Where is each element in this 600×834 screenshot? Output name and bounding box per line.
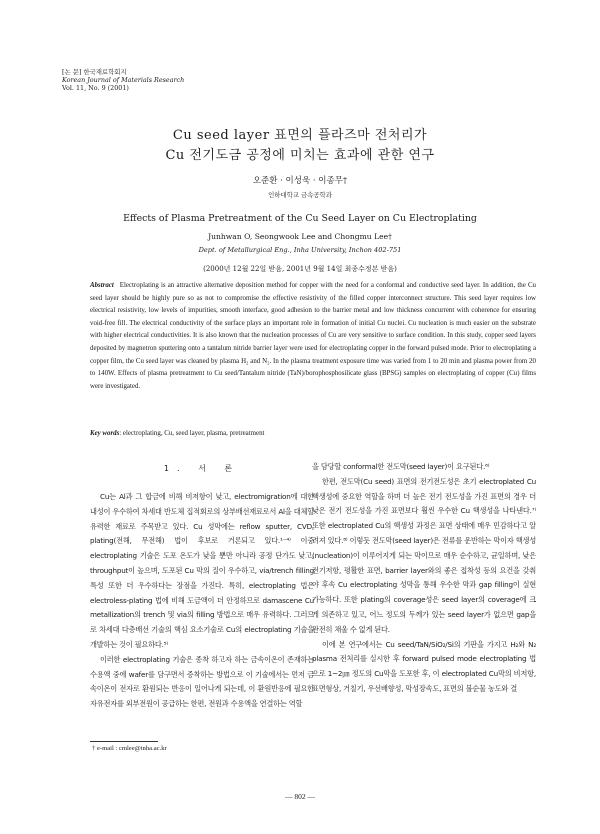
authors-kr: 오준환 · 이성욱 · 이종무† xyxy=(252,176,348,186)
keywords-label: Key words xyxy=(90,430,120,437)
received-dates: (2000년 12월 22일 받음, 2001년 9월 14일 최종수정본 받음) xyxy=(203,265,397,273)
journal-label: [논 문] 한국재료학회지 xyxy=(62,68,127,76)
footnote-divider xyxy=(90,741,158,742)
page-number: — 802 — xyxy=(285,792,315,801)
title-kr-line1: Cu seed layer 표면의 플라즈마 전처리가 xyxy=(172,128,428,143)
abstract-label: Abstract xyxy=(90,282,114,289)
journal-name-en: Korean Journal of Materials Research xyxy=(62,76,185,84)
affiliation-en: Dept. of Metallurgical Eng., Inha University, Inchon 402-751 xyxy=(198,246,402,254)
footnote-email: † e-mail : cmlee@inha.ac.kr xyxy=(92,745,167,752)
paragraph: 한편, 전도막(Cu seed) 표면의 전기전도성은 초기 electroplated Cu 핵생성에 중요한 역할을 하며 더 높은 전기 전도성을 가진 표면의 경우 더 낮은 전기 전도성을 가진 표면보다 훨씬 우수한 Cu 핵생성을 나타낸다.⁷⁾ 또한 electroplated Cu의 핵생성 과정은 표면 상태에 매우 민감하다고 알려져 있다.⁸⁾ 이렇듯 전도막(seed layer)은 전류를 운반하는 막이자 핵생성(nucleation)이 이루어지게 되는 막이므로 매우 순수하고, 균일하며, 낮은 전기저항, 평활한 표면, barrier layer와의 좋은 접착성 등의 요건을 갖춰야 후속 Cu electroplating 성막을 통해 우수한 막과 gap filling이 실현 가능하다. 또한 plating의 coverage성은 seed layer의 coverage에 크게 의존하고 있고, 어느 정도의 두께가 있는 seed layer가 없으면 gap을 완전히 채울 수 없게 된다. xyxy=(312,476,536,634)
section-heading-introduction: 1. 서 론 xyxy=(163,464,241,473)
affiliation-kr: 인하대학교 금속공학과 xyxy=(268,191,332,199)
keywords xyxy=(90,430,536,437)
paragraph: 이에 본 연구에서는 Cu seed/TaN/SiO₂/Si의 기판을 가지고 H₂와 N₂ plasma 전처리를 실시한 후 forward pulsed mode electroplating 법으로 1~2㎛ 정도의 Cu막을 도포한 후, 이 electroplated Cu막의 비저항, 표면형상, 거칠기, 우선배향성, 막성장속도, 표면의 불순물 농도와 결 xyxy=(312,639,536,693)
journal-volume: Vol. 11, No. 9 (2001) xyxy=(62,84,129,92)
left-column xyxy=(90,490,314,712)
title-kr-line2: Cu 전기도금 공정에 미치는 효과에 관한 연구 xyxy=(165,148,435,163)
authors-en: Junhwan O, Seongwook Lee and Chongmu Lee† xyxy=(208,232,392,241)
paragraph: 을 담당할 conformal한 전도막(seed layer)이 요구된다.⁶⁾ xyxy=(312,462,490,471)
abstract-text: Electroplating is an attractive alternative deposition method for copper with the need for a conformal and conductive seed layer. In addition, the Cu seed layer should be highly pure so as not to compromise the effective resistivity of the filled copper interconnect structure. This seed layer requires low electrical resistivity, low levels of impurities, smooth interface, good adhesion to the barrier metal and low thickness concurrent with coherence for ensuring void-free fill. The electrical conductivity of the surface plays an important role in formation of initial Cu nuclei. Cu nucleation is much easier on the substrate with higher electrical conductivities. It is also known that the nucleation processes of Cu are very sensitive to surface condition. In this study, copper seed layers deposited by magnetron sputtering onto a tantalum nitride barrier layer were used for electroplating copper in the forward pulsed mode. Prior to electroplating a copper film, the Cu seed layer was cleaned by plasma H₂ and N₂. In the plasma treatment exposure time was varied from 1 to 20 min and plasma power from 20 to 140W. Effects of plasma pretreatment to Cu seed/Tantalum nitride (TaN)/borophosphosilicate glass (BPSG) samples on electroplating of copper (Cu) films were investigated. xyxy=(90,282,536,390)
keywords-text: : electroplating, Cu, seed layer, plasma, pretreatment xyxy=(119,430,265,437)
abstract xyxy=(90,280,536,393)
journal-header xyxy=(62,68,184,92)
paragraph: 이러한 electroplating 기술은 종착 하고자 하는 금속이온이 존재하는 수용액 중에 wafer를 담구면서 증착하는 방법으로 이 기술에서는 먼저 금속이온이 전자로 환원되는 반응이 일어나게 되는데, 이 환원반응에 필요한 자유전자를 외부전원이 공급하는 한편, 전원과 수용액을 연결하는 역할 xyxy=(90,654,314,709)
title-en: Effects of Plasma Pretreatment of the Cu Seed Layer on Cu Electroplating xyxy=(123,213,477,224)
right-column xyxy=(312,460,536,697)
paragraph: Cu는 Al과 그 합금에 비해 비저항이 낮고, electromigration에 대한 내성이 우수하여 차세대 반도체 집적회로의 상부배선재료로서 Al을 대체할 유력한 재료로 주목받고 있다. Cu 성막에는 reflow sputter, CVD, plating(전해, 무전해) 법이 후보로 거론되고 있다.¹⁻⁴⁾ 이중 electroplating 기술은 도포 온도가 낮을 뿐만 아니라 공정 단가도 낮고, throughput이 높으며, 도포된 Cu 막의 질이 우수하고, via/trench filling 특성 또한 더 우수하다는 장점을 가진다. 특히, electroplating 법은 electroless-plating 법에 비해 도금액이 더 안정하므로 damascene Cu metallization의 trench 및 via의 filling 방법으로 매우 유력하다. 그러므로 차세대 다층배선 기술의 핵심 요소기술로 Cu의 electroplating 기술을 개발하는 것이 필요하다.⁵⁾ xyxy=(90,492,314,649)
